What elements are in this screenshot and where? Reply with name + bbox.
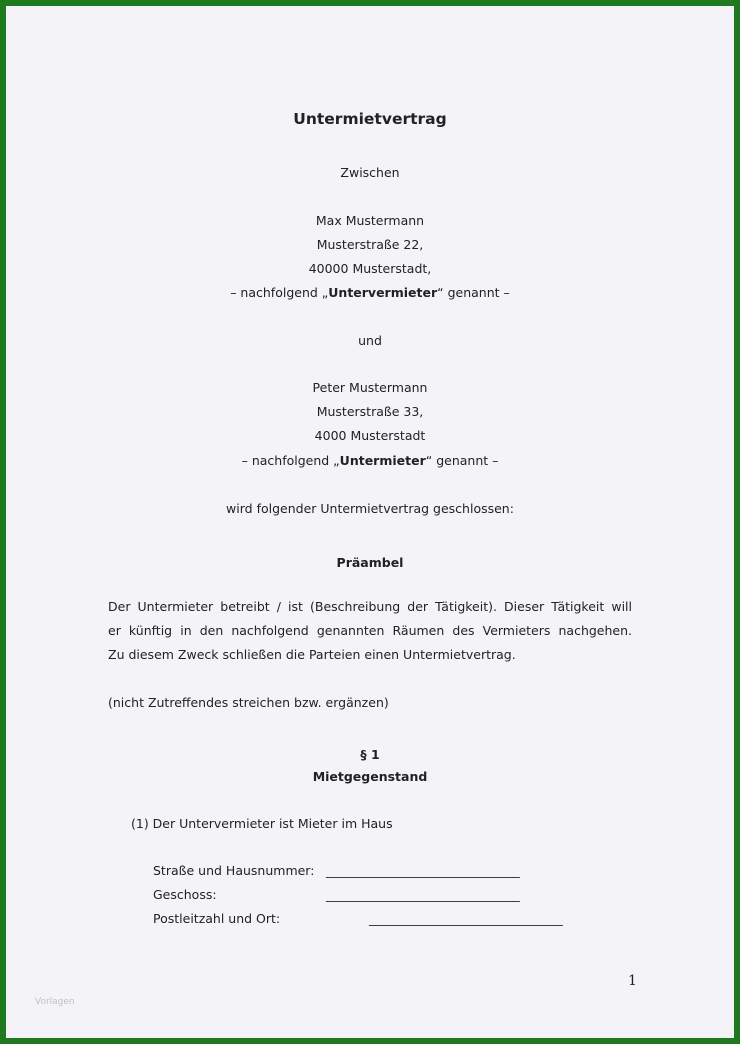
tenant-name: Peter Mustermann xyxy=(312,380,428,395)
between-label: Zwischen xyxy=(340,165,400,180)
and-label: und xyxy=(358,333,382,348)
field-label-zip-city: Postleitzahl und Ort: xyxy=(153,911,281,926)
concluded-statement: wird folgender Untermietvertrag geschlossen: xyxy=(226,501,514,516)
preamble-heading: Präambel xyxy=(336,555,404,570)
preamble-line: er künftig in den nachfolgend genannten Räumen des Vermieters nachgehen. xyxy=(108,623,632,638)
clause-text: (1) Der Untervermieter ist Mieter im Haus xyxy=(131,816,393,831)
section-number: § 1 xyxy=(360,747,380,762)
tenant-role-prefix: – nachfolgend „ xyxy=(241,453,340,468)
field-label-floor: Geschoss: xyxy=(153,887,217,902)
preamble-note: (nicht Zutreffendes streichen bzw. ergänzen) xyxy=(108,695,389,710)
tenant-role-line xyxy=(0,453,740,468)
preamble-line: Zu diesem Zweck schließen die Parteien einen Untermietvertrag. xyxy=(108,647,516,662)
document-page xyxy=(6,6,734,1038)
landlord-street: Musterstraße 22, xyxy=(316,237,424,252)
landlord-role: Untervermieter xyxy=(328,285,438,300)
tenant-city: 4000 Musterstadt xyxy=(314,428,426,443)
tenant-role-suffix: “ genannt – xyxy=(425,453,499,468)
field-label-street: Straße und Hausnummer: xyxy=(153,863,315,878)
preamble-paragraph xyxy=(108,595,632,667)
field-blank-zip-city: _______________________________ xyxy=(369,911,563,926)
tenant-role: Untermieter xyxy=(339,453,426,468)
landlord-role-suffix: “ genannt – xyxy=(437,285,510,300)
section-heading: Mietgegenstand xyxy=(312,769,428,784)
landlord-role-line xyxy=(0,285,740,300)
tenant-street: Musterstraße 33, xyxy=(316,404,424,419)
watermark: Vorlagen xyxy=(35,997,75,1007)
landlord-role-prefix: – nachfolgend „ xyxy=(230,285,329,300)
field-blank-street: _______________________________ xyxy=(326,863,520,878)
document-title: Untermietvertrag xyxy=(293,110,447,128)
landlord-city: 40000 Musterstadt, xyxy=(308,261,432,276)
field-blank-floor: _______________________________ xyxy=(326,887,520,902)
landlord-name: Max Mustermann xyxy=(315,213,425,228)
preamble-line: Der Untermieter betreibt / ist (Beschreibung der Tätigkeit). Dieser Tätigkeit will xyxy=(108,599,632,614)
page-number: 1 xyxy=(628,973,637,989)
